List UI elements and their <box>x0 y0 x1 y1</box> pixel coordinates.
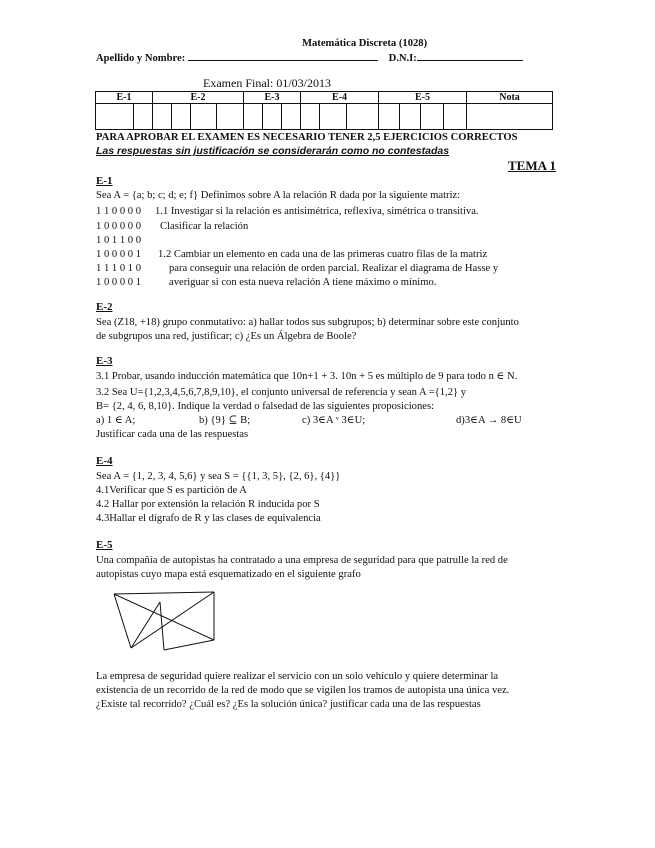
grade-cell <box>96 104 134 130</box>
e2-line2: de subgrupos una red, justificar; c) ¿Es un Álgebra de Boole? <box>96 331 357 342</box>
grade-cell <box>263 104 282 130</box>
grade-cell <box>320 104 347 130</box>
name-blank <box>188 51 378 61</box>
dni-label: D.N.I: <box>388 53 417 64</box>
e4-title: E-4 <box>96 455 113 467</box>
e1-row-text: 1.1 Investigar si la relación es antisimétrica, reflexiva, simétrica o transitiva. <box>155 206 479 217</box>
e5-question-line: existencia de un recorrido de la red de modo que se vigilen los tramos de autopista una única vez. <box>96 685 510 696</box>
tema-label: TEMA 1 <box>508 158 557 173</box>
notice-justify: Las respuestas sin justificación se considerarán como no contestadas <box>96 145 450 157</box>
e1-row-text: Clasificar la relación <box>160 221 249 232</box>
grade-header-e2: E-2 <box>153 92 244 104</box>
grade-header-nota: Nota <box>467 92 553 104</box>
e3-line5: Justificar cada una de las respuestas <box>96 429 249 440</box>
dni-blank <box>417 51 523 61</box>
grade-cell <box>244 104 263 130</box>
notice-pass: PARA APROBAR EL EXAMEN ES NECESARIO TENER 2,5 EJERCICIOS CORRECTOS <box>96 132 518 143</box>
e2-line1: Sea (Z18, +18) grupo conmutativo: a) hallar todos sus subgrupos; b) determinar sobre este conjunto <box>96 317 519 328</box>
e1-matrix-row: 1 0 0 0 0 0 <box>96 221 142 232</box>
e1-matrix-row: 1 0 1 1 0 0 <box>96 235 142 246</box>
grade-cell <box>172 104 191 130</box>
grade-cell <box>421 104 444 130</box>
e4-line: Sea A = {1, 2, 3, 4, 5,6} y sea S = {{1, 3, 5}, {2, 6}, {4}} <box>96 471 341 482</box>
grade-cell <box>444 104 467 130</box>
name-label-row <box>96 51 523 65</box>
e3-line1: 3.1 Probar, usando inducción matemática que 10n+1 + 3. 10n + 5 es múltiplo de 9 para todo n ∈ N. <box>96 371 518 382</box>
e4-line: 4.1Verificar que S es partición de A <box>96 485 247 496</box>
e5-question-line: La empresa de seguridad quiere realizar el servicio con un solo vehículo y quiere determinar la <box>96 671 499 682</box>
e5-title: E-5 <box>96 539 113 551</box>
exam-title: Examen Final: 01/03/2013 <box>203 76 331 90</box>
e3-line3: B= {2, 4, 6, 8,10}. Indique la verdad o falsedad de las siguientes proposiciones: <box>96 401 435 412</box>
grade-header-e4: E-4 <box>301 92 379 104</box>
name-label: Apellido y Nombre: <box>96 53 186 64</box>
grade-cell <box>191 104 217 130</box>
grade-cell <box>347 104 379 130</box>
graph-edge <box>114 594 214 640</box>
highway-graph <box>110 586 220 654</box>
grade-cell <box>217 104 244 130</box>
e2-title: E-2 <box>96 301 113 313</box>
graph-edge <box>114 592 214 594</box>
e1-matrix-row: 1 1 1 0 1 0 <box>96 263 142 274</box>
e5-question-line: ¿Existe tal recorrido? ¿Cuál es? ¿Es la solución única? justificar cada una de las respuestas <box>96 699 481 710</box>
e5-intro-line: Una compañía de autopistas ha contratado a una empresa de seguridad para que patrulle la red de <box>96 555 508 566</box>
grade-cell <box>282 104 301 130</box>
e3-title: E-3 <box>96 355 113 367</box>
grade-cell <box>301 104 320 130</box>
e1-row-text: 1.2 Cambiar un elemento en cada una de las primeras cuatro filas de la matriz <box>158 249 488 260</box>
e1-intro: Sea A = {a; b; c; d; e; f} Definimos sobre A la relación R dada por la siguiente matriz: <box>96 190 461 201</box>
grade-table-header <box>96 92 553 104</box>
grade-table <box>95 91 553 130</box>
grade-table-blank-row <box>96 104 553 130</box>
e3-line2: 3.2 Sea U={1,2,3,4,5,6,7,8,9,10}, el conjunto universal de referencia y sean A ={1,2} y <box>96 387 467 398</box>
grade-cell <box>400 104 421 130</box>
graph-edge <box>114 594 131 648</box>
grade-cell <box>467 104 553 130</box>
e3-option: d)3∈A → 8∈U <box>456 415 522 426</box>
e3-option: c) 3∈A ᵛ 3∈U; <box>302 415 366 426</box>
e1-matrix-row: 1 0 0 0 0 1 <box>96 277 142 288</box>
grade-header-e3: E-3 <box>244 92 301 104</box>
course-title: Matemática Discreta (1028) <box>302 38 428 49</box>
e3-option: b) {9} ⊆ B; <box>199 415 251 426</box>
e1-matrix-row: 1 1 0 0 0 0 <box>96 206 142 217</box>
grade-cell <box>153 104 172 130</box>
e4-line: 4.3Hallar el dígrafo de R y las clases de equivalencia <box>96 513 321 524</box>
e5-intro-line: autopistas cuyo mapa está esquematizado en el siguiente grafo <box>96 569 361 580</box>
graph-edge <box>164 640 214 650</box>
grade-header-e1: E-1 <box>96 92 153 104</box>
grade-cell <box>134 104 153 130</box>
e1-row-text: para conseguir una relación de orden parcial. Realizar el diagrama de Hasse y <box>169 263 499 274</box>
e3-option: a) 1 ∈ A; <box>96 415 136 426</box>
e1-row-text: averiguar si con esta nueva relación A tiene máximo o mínimo. <box>169 277 437 288</box>
grade-header-e5: E-5 <box>379 92 467 104</box>
e1-title: E-1 <box>96 175 113 187</box>
grade-cell <box>379 104 400 130</box>
e4-line: 4.2 Hallar por extensión la relación R inducida por S <box>96 499 320 510</box>
graph-edge <box>131 592 214 648</box>
e1-matrix-row: 1 0 0 0 0 1 <box>96 249 142 260</box>
